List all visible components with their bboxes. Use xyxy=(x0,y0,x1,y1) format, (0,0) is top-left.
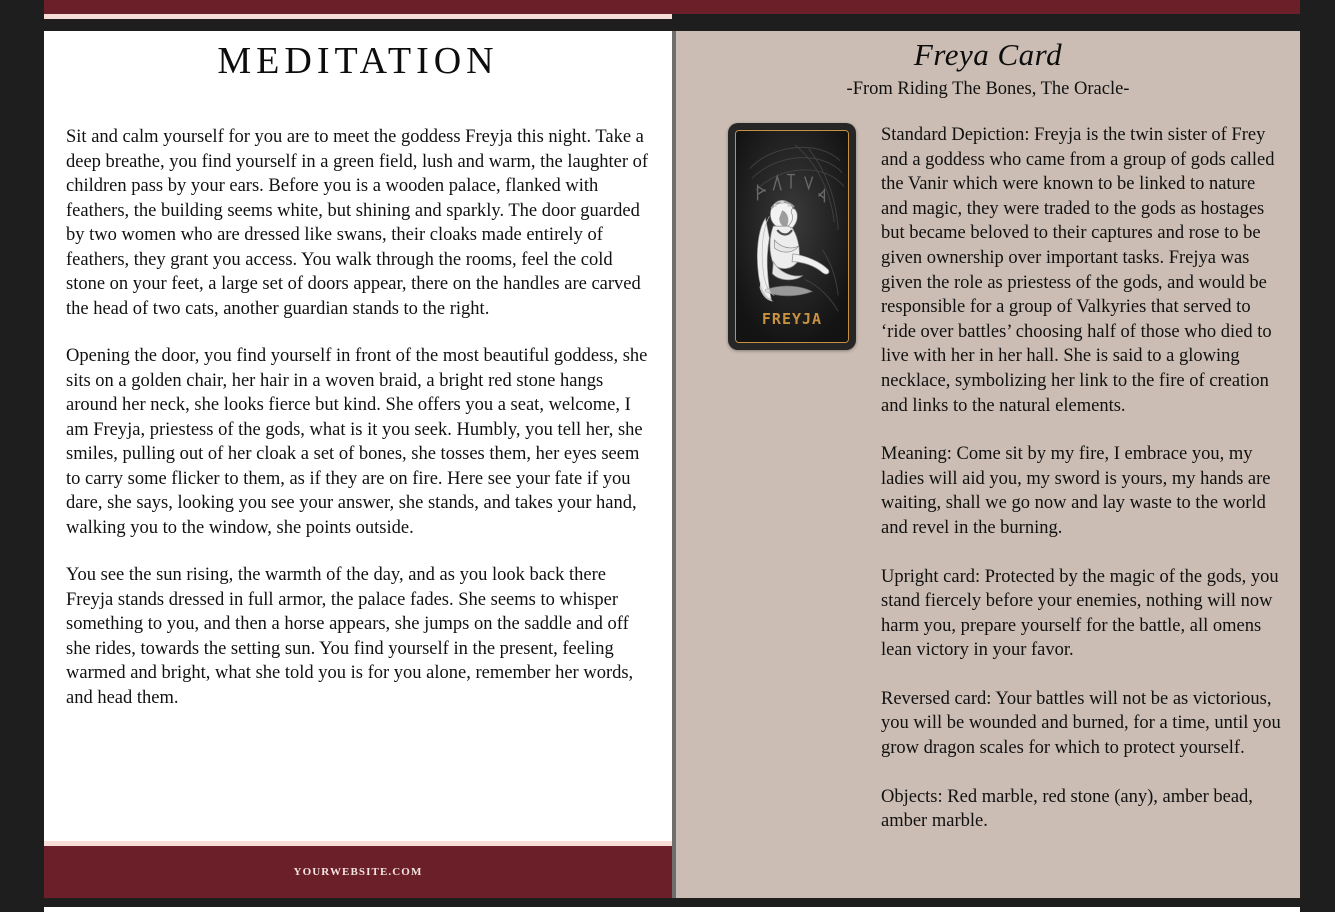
right-page xyxy=(676,31,1300,898)
meditation-paragraph-1: Sit and calm yourself for you are to meet the goddess Freyja this night. Take a deep breathe, you find yourself in a green field, lush and warm, the laughter of children pass by your ears. Before you is a wooden palace, flanked with feathers, the building seems white, but shining and sparkly. The door guarded by two women who are dressed like swans, their cloaks made entirely of feathers, they grant you access. You walk through the rooms, feel the cold stone on your feet, a large set of doors appear, there on the handles are carved the head of two cats, another guardian stands to the right. xyxy=(66,127,649,319)
card-title: Freya Card xyxy=(913,37,1063,72)
top-crimson-band xyxy=(44,0,1300,14)
meditation-paragraph-2: Opening the door, you find yourself in front of the most beautiful goddess, she sits on a golden chair, her hair in a woven braid, a bright red stone hangs around her neck, she looks fierce but kind. She offers you a seat, welcome, I am Freyja, priestess of the gods, what is it you seek. Humbly, you tell her, she smiles, pulling out of her cloak a set of bones, she tosses them, her eyes seem to carry some flicker to them, as if they are on fire. Here see your fate if you dare, she says, looking you see your answer, she stands, and takes your hand, walking you to the window, she points outside. xyxy=(66,346,648,538)
card-subtitle: -From Riding The Bones, The Oracle- xyxy=(846,79,1130,99)
tarot-card-gold-frame xyxy=(735,130,849,343)
bottom-page-gutter xyxy=(0,898,1335,907)
top-page-gutter xyxy=(44,19,1300,31)
tarot-card-figure xyxy=(728,123,856,350)
meditation-body xyxy=(44,125,672,710)
tarot-card-name-label: FREYJA xyxy=(761,310,823,328)
footer-bar xyxy=(44,846,672,898)
page-spread xyxy=(44,0,1300,898)
card-paragraph-standard-depiction: Standard Depiction: Freyja is the twin sister of Frey and a goddess who came from a group of gods called the Vanir which were known to be linked to nature and magic, they were traded to the gods as hostages but became beloved to their captures and rose to be given ownership over important tasks. Frejya was given the role as priestess of the gods, and would be responsible for a group of Valkyries that served to ‘ride over battles’ choosing half of those who died to live with her in her hall. She is said to a glowing necklace, symbolizing her link to the fire of creation and links to the natural elements. xyxy=(881,125,1275,416)
left-page xyxy=(44,31,672,898)
meditation-paragraph-3: You see the sun rising, the warmth of the day, and as you look back there Freyja stands dressed in full armor, the palace fades. She seems to whisper something to you, and then a horse appears, she jumps on the saddle and off she rides, towards the setting sun. You find yourself in the present, feeling warmed and bright, what she told you is for you alone, remember her words, and head them. xyxy=(66,565,634,708)
next-page-top-edge xyxy=(44,907,1300,912)
card-paragraph-objects: Objects: Red marble, red stone (any), amber bead, amber marble. xyxy=(881,786,1253,832)
card-description-body xyxy=(881,123,1281,858)
page-title: MEDITATION xyxy=(217,40,499,82)
card-paragraph-meaning: Meaning: Come sit by my fire, I embrace you, my ladies will aid you, my sword is yours, my hands are waiting, shall we go now and lay waste to the world and revel in the burning. xyxy=(881,444,1271,538)
footer-website-text: YOURWEBSITE.COM xyxy=(293,866,423,878)
tarot-card xyxy=(728,123,856,350)
card-paragraph-reversed: Reversed card: Your battles will not be as victorious, you will be wounded and burned, for a time, until you grow dragon scales for which to protect yourself. xyxy=(881,688,1281,759)
card-paragraph-upright: Upright card: Protected by the magic of the gods, you stand fiercely before your enemies, nothing will now harm you, prepare yourself for the battle, all omens lean victory in your favor. xyxy=(881,566,1279,661)
